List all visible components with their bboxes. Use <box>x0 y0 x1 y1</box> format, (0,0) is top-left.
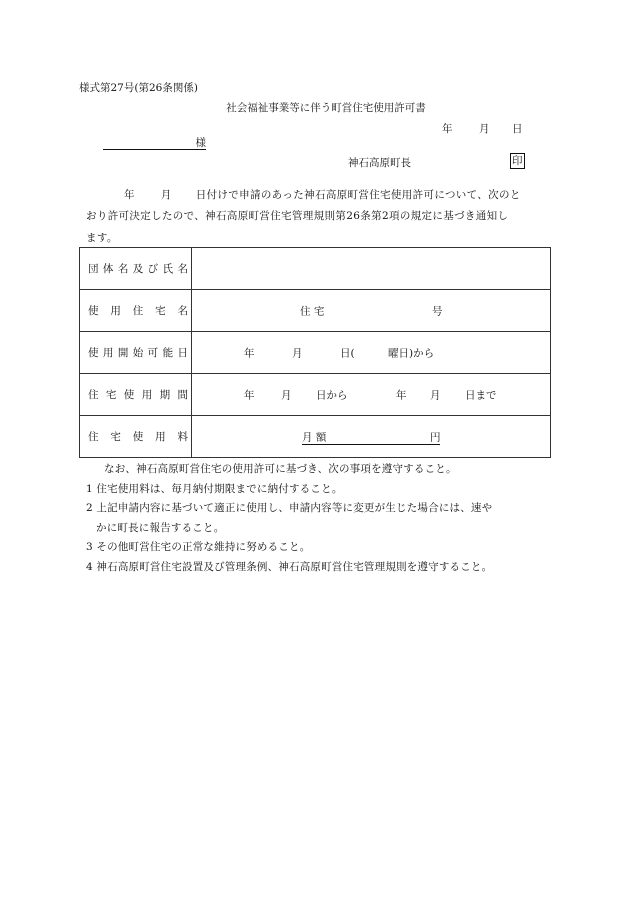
document-title: 社会福祉事業等に伴う町営住宅使用許可書 <box>226 102 426 114</box>
label-cell <box>80 416 192 458</box>
body-month: 月 <box>160 189 172 201</box>
note-item: 3 その他町営住宅の正常な維持に努めること。 <box>86 541 311 554</box>
note-item: 2 上記申請内容に基づいて適正に使用し、申請内容等に変更が生じた場合には、速や <box>86 502 493 515</box>
start-date-label: 使用開始可能日 <box>88 347 188 359</box>
label-cell <box>80 290 192 332</box>
label-cell <box>80 374 192 416</box>
addressee-suffix: 様 <box>195 137 206 149</box>
date-year: 年 <box>442 123 453 135</box>
start-date-value <box>192 332 551 374</box>
note-item-continued: かに町長に報告すること。 <box>96 521 225 534</box>
form-number: 様式第27号(第26条関係) <box>79 82 198 94</box>
start-day: 日( <box>340 347 355 359</box>
period-from-year: 年 <box>244 389 255 401</box>
period-value <box>192 374 551 416</box>
note-item: 4 神石高原町営住宅設置及び管理条例、神石高原町営住宅管理規則を遵守すること。 <box>86 560 493 573</box>
start-year: 年 <box>244 347 255 359</box>
rent-monthly: 月 額 <box>302 431 327 443</box>
housing-name-label: 使用住宅名 <box>88 305 188 317</box>
period-to-day: 日まで <box>465 389 497 401</box>
rent-yen: 円 <box>430 431 441 443</box>
start-weekday: 曜日)から <box>388 347 435 359</box>
period-to-month: 月 <box>430 389 441 401</box>
permit-table <box>79 247 551 458</box>
group-name-value <box>192 248 551 290</box>
notes-section <box>86 460 556 578</box>
body-year: 年 <box>124 189 135 201</box>
body-line3: ます。 <box>86 231 118 244</box>
housing-text: 住 宅 <box>300 305 325 317</box>
housing-name-value <box>192 290 551 332</box>
table-row <box>80 374 551 416</box>
table-row <box>80 416 551 458</box>
housing-number-suffix: 号 <box>432 305 443 317</box>
table-row <box>80 332 551 374</box>
rent-label: 住宅使用料 <box>88 431 188 443</box>
rent-value <box>192 416 551 458</box>
label-cell <box>80 248 192 290</box>
label-cell <box>80 332 192 374</box>
notes-intro: なお、神石高原町営住宅の使用許可に基づき、次の事項を遵守すること。 <box>104 463 457 475</box>
body-line1: 日付けで申請のあった神石高原町営住宅使用許可について、次のと <box>195 189 521 201</box>
addressee-line <box>103 135 206 150</box>
date-month: 月 <box>479 123 490 135</box>
period-label: 住宅使用期間 <box>88 389 188 401</box>
notice-body <box>86 185 550 249</box>
note-item: 1 住宅使用料は、毎月納付期限までに納付すること。 <box>86 482 343 495</box>
seal-mark: 印 <box>512 155 523 167</box>
date-day: 日 <box>512 123 523 135</box>
issuer-name: 神石高原町長 <box>348 157 411 169</box>
body-line2: おり許可決定したので、神石高原町営住宅管理規則第26条第2項の規定に基づき通知し <box>86 210 509 223</box>
start-month: 月 <box>292 347 303 359</box>
table-row <box>80 290 551 332</box>
table-row <box>80 248 551 290</box>
period-to-year: 年 <box>396 389 407 401</box>
period-from-month: 月 <box>281 389 292 401</box>
period-from-day: 日から <box>316 389 348 401</box>
group-name-label: 団体名及び氏名 <box>88 263 188 275</box>
